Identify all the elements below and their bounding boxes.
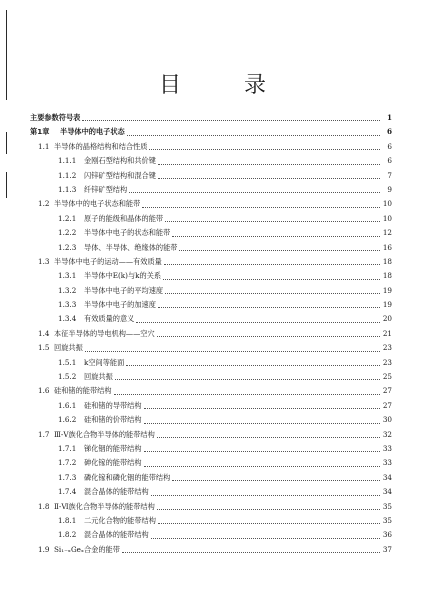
dot-leader <box>157 500 380 510</box>
toc-entry-number: 1.2.1 <box>58 213 77 223</box>
dot-leader <box>172 227 380 237</box>
toc-entry-page: 27 <box>382 386 392 396</box>
toc-entry-number: 第1章 <box>30 127 50 137</box>
toc-entry[interactable] <box>30 370 392 384</box>
toc-entry-title: 金刚石型结构和共价键 <box>84 156 156 166</box>
toc-list <box>30 111 392 557</box>
toc-entry-title: 半导体中的电子状态 <box>60 127 125 137</box>
dot-leader <box>144 414 380 424</box>
toc-entry-number: 1.2.2 <box>58 228 77 238</box>
toc-entry-number: 1.9 <box>38 544 50 554</box>
toc-entry-title: 混合晶体的能带结构 <box>84 530 149 540</box>
toc-entry-page: 19 <box>382 300 392 310</box>
toc-entry-number: 1.3.1 <box>58 271 77 281</box>
dot-leader <box>179 241 380 251</box>
toc-entry[interactable] <box>30 125 392 139</box>
toc-entry-title: 半导体中电子的运动——有效质量 <box>54 256 162 266</box>
page-title: 目 录 <box>159 73 294 98</box>
toc-entry-page: 23 <box>382 357 392 367</box>
dot-leader <box>157 327 380 337</box>
toc-entry-title: 半导体中电子的状态和能带 <box>84 228 171 238</box>
toc-entry-page: 6 <box>387 141 392 151</box>
toc-entry-page: 37 <box>382 544 392 554</box>
toc-entry-number: 1.7.3 <box>58 472 77 482</box>
toc-entry[interactable] <box>30 456 392 470</box>
toc-entry-page: 25 <box>382 372 392 382</box>
toc-entry[interactable] <box>30 413 392 427</box>
toc-entry[interactable] <box>30 212 392 226</box>
toc-entry-number: 1.8.1 <box>58 515 77 525</box>
toc-entry[interactable] <box>30 269 392 283</box>
dot-leader <box>172 471 380 481</box>
dot-leader <box>164 255 380 265</box>
toc-entry-title: 导体、半导体、绝缘体的能带 <box>84 242 178 252</box>
toc-entry[interactable] <box>30 154 392 168</box>
toc-entry-title: 闪锌矿型结构和混合键 <box>84 170 156 180</box>
toc-entry-number: 1.5.1 <box>58 357 77 367</box>
toc-entry-title: 硅和锗的价带结构 <box>84 415 142 425</box>
dot-leader <box>157 428 380 438</box>
toc-entry-page: 20 <box>382 314 392 324</box>
toc-entry-page: 23 <box>382 343 392 353</box>
toc-entry-number: 1.1.2 <box>58 170 77 180</box>
toc-entry[interactable] <box>30 241 392 255</box>
toc-entry-title: 原子的能级和晶体的能带 <box>84 213 164 223</box>
toc-entry-number: 1.1.3 <box>58 184 77 194</box>
toc-entry[interactable] <box>30 485 392 499</box>
toc-entry-number: 1.8.2 <box>58 530 77 540</box>
toc-entry-number: 1.1 <box>38 141 50 151</box>
toc-entry[interactable] <box>30 140 392 154</box>
dot-leader <box>122 543 380 553</box>
toc-entry-title: 磷化镓和磷化铟的能带结构 <box>84 472 171 482</box>
toc-entry[interactable] <box>30 341 392 355</box>
toc-entry[interactable] <box>30 197 392 211</box>
toc-entry-number: 1.8 <box>38 501 50 511</box>
dot-leader <box>151 486 380 496</box>
dot-leader <box>82 111 380 121</box>
toc-entry-page: 34 <box>382 472 392 482</box>
dot-leader <box>144 457 380 467</box>
dot-leader <box>158 298 380 308</box>
toc-entry-page: 7 <box>387 170 392 180</box>
dot-leader <box>165 212 380 222</box>
toc-entry-page: 35 <box>382 515 392 525</box>
toc-entry-page: 27 <box>382 400 392 410</box>
dot-leader <box>144 399 380 409</box>
toc-entry-page: 6 <box>386 127 392 137</box>
toc-entry[interactable] <box>30 312 392 326</box>
toc-entry-title: 回旋共振 <box>84 372 113 382</box>
toc-entry-page: 18 <box>382 256 392 266</box>
toc-entry-title: 半导体中E(k)与k的关系 <box>84 271 162 281</box>
toc-entry-number: 1.3.2 <box>58 285 77 295</box>
toc-entry-number: 1.3.4 <box>58 314 77 324</box>
toc-entry-page: 19 <box>382 285 392 295</box>
toc-entry-title: 本征半导体的导电机构——空穴 <box>54 328 155 338</box>
toc-entry-page: 6 <box>387 156 392 166</box>
toc-entry-page: 18 <box>382 271 392 281</box>
dot-leader <box>126 356 380 366</box>
toc-entry-title: 二元化合物的能带结构 <box>84 515 156 525</box>
toc-entry-page: 1 <box>386 112 392 122</box>
toc-entry-title: 混合晶体的能带结构 <box>84 487 149 497</box>
dot-leader <box>115 370 380 380</box>
margin-line <box>6 132 7 154</box>
toc-entry[interactable] <box>30 471 392 485</box>
dot-leader <box>163 270 380 280</box>
toc-entry-title: 锑化铟的能带结构 <box>84 443 142 453</box>
toc-entry-number: 1.2 <box>38 199 50 209</box>
toc-entry[interactable] <box>30 111 392 125</box>
toc-entry[interactable] <box>30 514 392 528</box>
toc-entry-title: 半导体的晶格结构和结合性质 <box>54 141 148 151</box>
toc-entry-title: 硅和锗的导带结构 <box>84 400 142 410</box>
dot-leader <box>136 313 380 323</box>
toc-entry[interactable] <box>30 169 392 183</box>
toc-entry-number: 1.7.1 <box>58 443 77 453</box>
dot-leader <box>151 529 380 539</box>
toc-entry-number: 1.7.2 <box>58 458 77 468</box>
dot-leader <box>158 514 380 524</box>
toc-entry-title: 半导体中电子的加速度 <box>84 300 156 310</box>
toc-entry-page: 32 <box>382 429 392 439</box>
toc-entry-number: 1.5 <box>38 343 50 353</box>
toc-entry[interactable] <box>30 528 392 542</box>
toc-entry[interactable] <box>30 399 392 413</box>
toc-entry[interactable] <box>30 226 392 240</box>
toc-entry[interactable] <box>30 255 392 269</box>
toc-entry-number: 1.7.4 <box>58 487 77 497</box>
toc-entry-page: 10 <box>382 213 392 223</box>
toc-entry-title: Ⅲ-Ⅴ族化合物半导体的能带结构 <box>54 429 155 439</box>
toc-entry[interactable] <box>30 500 392 514</box>
toc-entry-number: 1.3 <box>38 256 50 266</box>
toc-entry-page: 30 <box>382 415 392 425</box>
dot-leader <box>127 126 380 136</box>
toc-entry-page: 10 <box>382 199 392 209</box>
toc-entry-title: 半导体中的电子状态和能带 <box>54 199 141 209</box>
toc-entry-number: 1.6.1 <box>58 400 77 410</box>
toc-entry-page: 16 <box>382 242 392 252</box>
toc-entry-title: 半导体中电子的平均速度 <box>84 285 164 295</box>
toc-entry[interactable] <box>30 543 392 557</box>
toc-entry[interactable] <box>30 428 392 442</box>
toc-entry-number: 1.1.1 <box>58 156 77 166</box>
toc-entry-number: 1.5.2 <box>58 372 77 382</box>
toc-entry-title: 纤锌矿型结构 <box>84 184 128 194</box>
toc-entry[interactable] <box>30 298 392 312</box>
toc-entry-page: 12 <box>382 228 392 238</box>
toc-entry-page: 35 <box>382 501 392 511</box>
toc-entry-page: 21 <box>382 328 392 338</box>
toc-entry-title: 硅和锗的能带结构 <box>54 386 112 396</box>
dot-leader <box>149 140 380 150</box>
toc-entry-page: 9 <box>387 184 392 194</box>
dot-leader <box>144 442 380 452</box>
toc-entry[interactable] <box>30 384 392 398</box>
dot-leader <box>85 342 380 352</box>
toc-entry[interactable] <box>30 327 392 341</box>
toc-entry-page: 36 <box>382 530 392 540</box>
toc-entry-title: 有效质量的意义 <box>84 314 135 324</box>
toc-entry-title: Ⅱ-Ⅵ族化合物半导体的能带结构 <box>54 501 155 511</box>
dot-leader <box>165 284 380 294</box>
toc-entry-number: 1.6 <box>38 386 50 396</box>
toc-entry[interactable] <box>30 356 392 370</box>
toc-entry-number: 1.3.3 <box>58 300 77 310</box>
toc-entry-title: 主要参数符号表 <box>30 112 81 122</box>
toc-entry[interactable] <box>30 183 392 197</box>
toc-entry-title: Si₁₋ₓGeₓ合金的能带 <box>54 544 120 554</box>
dot-leader <box>142 198 380 208</box>
toc-entry-number: 1.7 <box>38 429 50 439</box>
dot-leader <box>129 183 380 193</box>
toc-entry-title: 回旋共振 <box>54 343 83 353</box>
toc-entry-page: 33 <box>382 443 392 453</box>
dot-leader <box>114 385 380 395</box>
toc-entry-number: 1.2.3 <box>58 242 77 252</box>
margin-line <box>6 172 7 198</box>
toc-entry-title: k空间等能面 <box>84 357 125 367</box>
toc-entry-title: 砷化镓的能带结构 <box>84 458 142 468</box>
toc-entry[interactable] <box>30 284 392 298</box>
toc-entry-page: 34 <box>382 487 392 497</box>
toc-entry[interactable] <box>30 442 392 456</box>
toc-entry-number: 1.4 <box>38 328 50 338</box>
dot-leader <box>158 155 380 165</box>
toc-entry-page: 33 <box>382 458 392 468</box>
toc-entry-number: 1.6.2 <box>58 415 77 425</box>
dot-leader <box>158 169 380 179</box>
